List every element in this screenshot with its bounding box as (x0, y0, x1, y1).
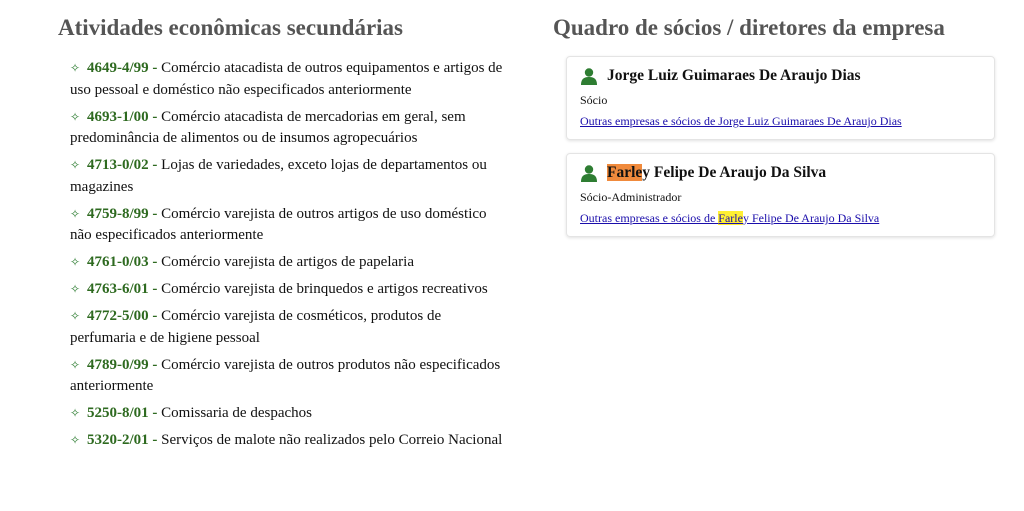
diamond-bullet-icon: ✧ (70, 61, 81, 75)
partners-title: Quadro de sócios / diretores da empresa (553, 15, 945, 40)
activity-separator: - (148, 157, 162, 173)
activity-description: Lojas de variedades, exceto lojas de departamentos ou magazines (70, 157, 487, 195)
activity-code: 5250-8/01 (87, 405, 149, 421)
activity-description: Comércio varejista de brinquedos e artigos recreativos (161, 281, 488, 297)
list-item (70, 204, 508, 247)
activity-description: Comércio varejista de artigos de papelaria (161, 254, 414, 270)
activity-description: Comércio varejista de outros produtos não especificados anteriormente (70, 356, 501, 394)
activity-separator: - (148, 60, 162, 76)
activity-code: 4772-5/00 (87, 308, 149, 324)
diamond-bullet-icon: ✧ (70, 357, 81, 372)
list-item (70, 252, 508, 274)
secondary-activities-title: Atividades econômicas secundárias (58, 15, 403, 40)
activity-code: 4693-1/00 (87, 108, 149, 125)
partner-card (566, 153, 995, 237)
activity-description: Serviços de malote não realizados pelo Correio Nacional (161, 432, 503, 448)
activity-code: 4759-8/99 (87, 205, 149, 222)
partners-section (553, 14, 995, 250)
diamond-bullet-icon: ✧ (70, 206, 81, 221)
partner-card (566, 56, 995, 140)
diamond-bullet-icon: ✧ (70, 433, 81, 447)
user-icon (580, 67, 598, 85)
activity-code: 4763-6/01 (87, 281, 149, 297)
partner-name-rest: y Felipe De Araujo Da Silva (642, 164, 827, 181)
partner-name: Jorge Luiz Guimaraes De Araujo Dias (607, 67, 861, 84)
list-item (70, 355, 508, 398)
link-prefix: Outras empresas e sócios de (580, 211, 719, 225)
activity-separator: - (148, 308, 162, 324)
list-item (70, 306, 508, 349)
partner-name-row (580, 163, 982, 183)
activity-description: Comércio atacadista de outros equipamentos e artigos de uso pessoal e doméstico não especificados anteriormente (70, 60, 503, 98)
partner-role: Sócio (580, 93, 608, 107)
activity-code: 4649-4/99 (87, 60, 149, 76)
activity-description: Comissaria de despachos (161, 405, 312, 421)
list-item (70, 403, 508, 425)
activity-separator: - (148, 356, 162, 373)
activity-description: Comércio varejista de outros artigos de uso doméstico não especificados anteriormente (70, 205, 487, 243)
list-item (70, 58, 508, 101)
activity-separator: - (148, 405, 162, 421)
search-highlight: Farle (718, 211, 743, 225)
activity-separator: - (148, 205, 162, 222)
list-item (70, 430, 508, 452)
list-item (70, 107, 508, 150)
user-icon (580, 164, 598, 182)
link-rest: y Felipe De Araujo Da Silva (742, 211, 880, 225)
diamond-bullet-icon: ✧ (70, 309, 81, 323)
partner-name-row (580, 66, 982, 86)
activity-code: 4713-0/02 (87, 157, 149, 173)
activities-list (58, 58, 508, 452)
other-companies-link[interactable]: Outras empresas e sócios de Jorge Luiz Guimaraes De Araujo Dias (580, 114, 902, 128)
activity-description: Comércio atacadista de mercadorias em geral, sem predominância de alimentos ou de insumos agropecuários (70, 108, 466, 146)
activity-separator: - (148, 432, 162, 448)
activity-separator: - (148, 108, 162, 125)
partner-role: Sócio-Administrador (580, 190, 682, 204)
partner-name (607, 163, 826, 183)
activity-code: 5320-2/01 (87, 432, 149, 448)
diamond-bullet-icon: ✧ (70, 282, 81, 296)
activity-separator: - (148, 254, 162, 270)
secondary-activities-section (58, 14, 508, 457)
list-item (70, 279, 508, 301)
diamond-bullet-icon: ✧ (70, 158, 81, 172)
diamond-bullet-icon: ✧ (70, 255, 81, 269)
activity-code: 4761-0/03 (87, 254, 149, 270)
search-highlight: Farle (607, 164, 643, 181)
activity-description: Comércio varejista de cosméticos, produtos de perfumaria e de higiene pessoal (70, 308, 442, 346)
activity-code: 4789-0/99 (87, 356, 149, 373)
diamond-bullet-icon: ✧ (70, 406, 81, 420)
other-companies-link[interactable] (580, 210, 879, 226)
activity-separator: - (148, 281, 162, 297)
diamond-bullet-icon: ✧ (70, 109, 81, 124)
list-item (70, 155, 508, 198)
